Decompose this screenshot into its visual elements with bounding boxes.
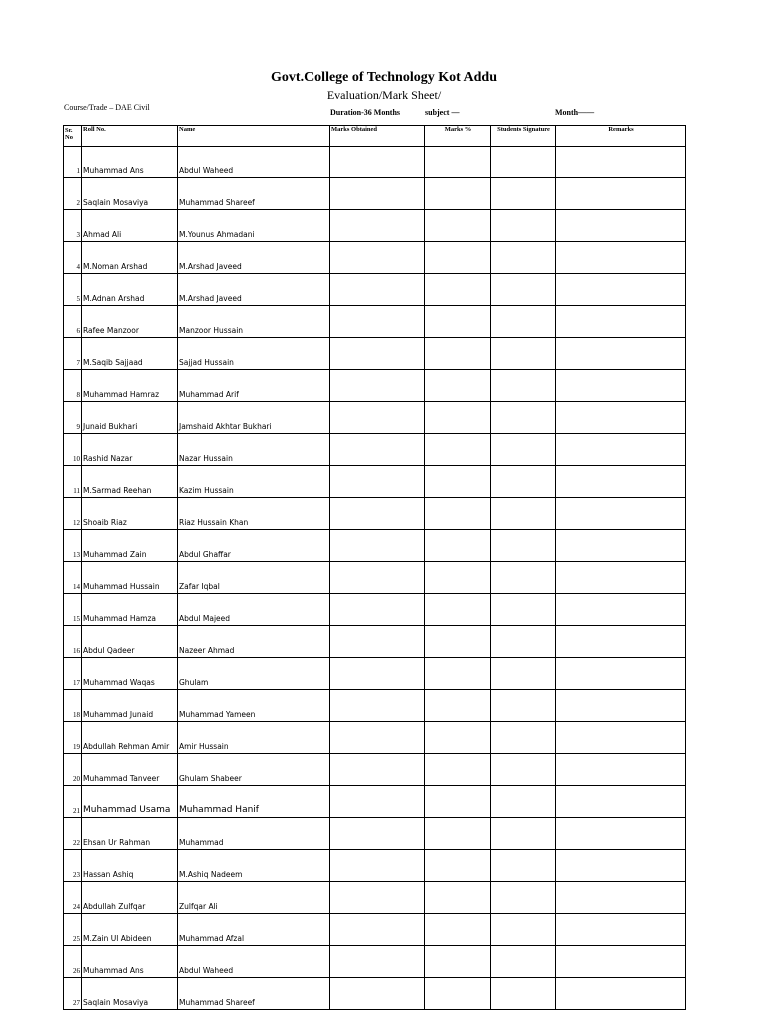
marks-percent-cell [425, 434, 491, 466]
signature-cell [491, 306, 556, 338]
col-remarks: Remarks [556, 126, 686, 147]
remarks-cell [556, 786, 686, 818]
signature-cell [491, 786, 556, 818]
student-name-cell: Rafee Manzoor [82, 306, 178, 338]
marks-obtained-cell [330, 306, 425, 338]
student-name-cell: Muhammad Ans [82, 147, 178, 178]
table-row [64, 498, 686, 530]
duration: Duration-36 Months [330, 108, 401, 117]
signature-cell [491, 850, 556, 882]
marks-percent-cell [425, 786, 491, 818]
sr-cell: 15 [64, 594, 82, 626]
sr-cell: 22 [64, 818, 82, 850]
signature-cell [491, 434, 556, 466]
signature-cell [491, 147, 556, 178]
marks-percent-cell [425, 242, 491, 274]
sr-cell: 23 [64, 850, 82, 882]
table-row [64, 562, 686, 594]
marks-percent-cell [425, 498, 491, 530]
father-name-cell: Nazeer Ahmad [178, 626, 330, 658]
marks-obtained-cell [330, 338, 425, 370]
sr-cell: 11 [64, 466, 82, 498]
marks-obtained-cell [330, 818, 425, 850]
table-row [64, 946, 686, 978]
father-name-cell: Muhammad Afzal [178, 914, 330, 946]
table-row [64, 242, 686, 274]
signature-cell [491, 178, 556, 210]
table-row [64, 690, 686, 722]
remarks-cell [556, 178, 686, 210]
marks-percent-cell [425, 594, 491, 626]
month: Month—— [555, 108, 595, 117]
sr-cell: 14 [64, 562, 82, 594]
sr-cell: 21 [64, 786, 82, 818]
table-row [64, 850, 686, 882]
remarks-cell [556, 722, 686, 754]
marks-obtained-cell [330, 147, 425, 178]
student-name-cell: Muhammad Zain [82, 530, 178, 562]
col-marks-percent: Marks % [425, 126, 491, 147]
remarks-cell [556, 882, 686, 914]
father-name-cell: Abdul Ghaffar [178, 530, 330, 562]
father-name-cell: Zafar Iqbal [178, 562, 330, 594]
remarks-cell [556, 850, 686, 882]
marks-obtained-cell [330, 978, 425, 1010]
table-row [64, 786, 686, 818]
marks-percent-cell [425, 210, 491, 242]
student-name-cell: M.Saqib Sajjaad [82, 338, 178, 370]
student-name-cell: Rashid Nazar [82, 434, 178, 466]
student-name-cell: Saqlain Mosaviya [82, 978, 178, 1010]
marks-percent-cell [425, 658, 491, 690]
signature-cell [491, 946, 556, 978]
sr-cell: 1 [64, 147, 82, 178]
marks-percent-cell [425, 402, 491, 434]
sr-cell: 4 [64, 242, 82, 274]
marks-obtained-cell [330, 370, 425, 402]
table-row [64, 178, 686, 210]
marks-obtained-cell [330, 178, 425, 210]
marks-obtained-cell [330, 498, 425, 530]
signature-cell [491, 562, 556, 594]
marks-obtained-cell [330, 722, 425, 754]
remarks-cell [556, 530, 686, 562]
marks-obtained-cell [330, 530, 425, 562]
remarks-cell [556, 466, 686, 498]
marks-obtained-cell [330, 562, 425, 594]
marks-obtained-cell [330, 690, 425, 722]
remarks-cell [556, 402, 686, 434]
father-name-cell: Kazim Hussain [178, 466, 330, 498]
student-name-cell: Muhammad Usama [82, 786, 178, 818]
table-row [64, 882, 686, 914]
signature-cell [491, 690, 556, 722]
table-row [64, 754, 686, 786]
sr-cell: 9 [64, 402, 82, 434]
student-name-cell: Abdul Qadeer [82, 626, 178, 658]
marks-obtained-cell [330, 850, 425, 882]
col-no-label: No [65, 134, 73, 141]
student-name-cell: Ehsan Ur Rahman [82, 818, 178, 850]
remarks-cell [556, 626, 686, 658]
sr-cell: 20 [64, 754, 82, 786]
signature-cell [491, 402, 556, 434]
table-row [64, 370, 686, 402]
col-name: Name [178, 126, 330, 147]
marks-percent-cell [425, 882, 491, 914]
table-row [64, 626, 686, 658]
father-name-cell: M.Arshad Javeed [178, 242, 330, 274]
remarks-cell [556, 562, 686, 594]
father-name-cell: Sajjad Hussain [178, 338, 330, 370]
marks-obtained-cell [330, 434, 425, 466]
table-row [64, 978, 686, 1010]
remarks-cell [556, 818, 686, 850]
marks-obtained-cell [330, 402, 425, 434]
student-name-cell: Muhammad Hamraz [82, 370, 178, 402]
marks-percent-cell [425, 530, 491, 562]
table-row [64, 402, 686, 434]
signature-cell [491, 658, 556, 690]
marks-obtained-cell [330, 594, 425, 626]
table-row [64, 914, 686, 946]
student-name-cell: Shoaib Riaz [82, 498, 178, 530]
sr-cell: 12 [64, 498, 82, 530]
col-marks-obtained: Marks Obtained [330, 126, 425, 147]
student-name-cell: Ahmad Ali [82, 210, 178, 242]
student-name-cell: M.Adnan Arshad [82, 274, 178, 306]
sr-cell: 18 [64, 690, 82, 722]
header-row [64, 126, 686, 147]
marks-percent-cell [425, 978, 491, 1010]
signature-cell [491, 338, 556, 370]
student-name-cell: M.Sarmad Reehan [82, 466, 178, 498]
student-name-cell: Muhammad Waqas [82, 658, 178, 690]
marks-percent-cell [425, 850, 491, 882]
student-name-cell: M.Zain Ul Abideen [82, 914, 178, 946]
father-name-cell: M.Arshad Javeed [178, 274, 330, 306]
signature-cell [491, 754, 556, 786]
sr-cell: 5 [64, 274, 82, 306]
table-row [64, 147, 686, 178]
marks-obtained-cell [330, 946, 425, 978]
sr-cell: 3 [64, 210, 82, 242]
table-row [64, 434, 686, 466]
student-name-cell: Muhammad Hamza [82, 594, 178, 626]
course-trade: Course/Trade – DAE Civil [64, 103, 150, 112]
signature-cell [491, 498, 556, 530]
marks-obtained-cell [330, 466, 425, 498]
father-name-cell: Muhammad [178, 818, 330, 850]
remarks-cell [556, 306, 686, 338]
marks-percent-cell [425, 338, 491, 370]
marks-obtained-cell [330, 626, 425, 658]
sr-cell: 27 [64, 978, 82, 1010]
marks-percent-cell [425, 306, 491, 338]
table-row [64, 658, 686, 690]
marks-obtained-cell [330, 754, 425, 786]
remarks-cell [556, 498, 686, 530]
remarks-cell [556, 242, 686, 274]
marks-percent-cell [425, 370, 491, 402]
signature-cell [491, 242, 556, 274]
father-name-cell: Muhammad Hanif [178, 786, 330, 818]
marks-obtained-cell [330, 274, 425, 306]
remarks-cell [556, 434, 686, 466]
marks-obtained-cell [330, 882, 425, 914]
student-name-cell: Saqlain Mosaviya [82, 178, 178, 210]
marks-percent-cell [425, 626, 491, 658]
student-name-cell: M.Noman Arshad [82, 242, 178, 274]
father-name-cell: Zulfqar Ali [178, 882, 330, 914]
col-sr-label: Sr. [65, 127, 73, 134]
marks-percent-cell [425, 466, 491, 498]
signature-cell [491, 466, 556, 498]
sr-cell: 7 [64, 338, 82, 370]
sr-cell: 13 [64, 530, 82, 562]
marks-percent-cell [425, 147, 491, 178]
student-name-cell: Hassan Ashiq [82, 850, 178, 882]
signature-cell [491, 594, 556, 626]
sr-cell: 16 [64, 626, 82, 658]
marks-obtained-cell [330, 786, 425, 818]
sr-cell: 25 [64, 914, 82, 946]
col-students-signature: Students Signature [491, 126, 556, 147]
father-name-cell: Abdul Waheed [178, 147, 330, 178]
table-row [64, 210, 686, 242]
student-name-cell: Muhammad Junaid [82, 690, 178, 722]
student-name-cell: Muhammad Ans [82, 946, 178, 978]
father-name-cell: Abdul Majeed [178, 594, 330, 626]
student-name-cell: Abdullah Zulfqar [82, 882, 178, 914]
marks-percent-cell [425, 914, 491, 946]
signature-cell [491, 818, 556, 850]
col-roll-no: Roll No. [82, 126, 178, 147]
student-name-cell: Muhammad Hussain [82, 562, 178, 594]
father-name-cell: Riaz Hussain Khan [178, 498, 330, 530]
table-row [64, 306, 686, 338]
remarks-cell [556, 978, 686, 1010]
table-row [64, 818, 686, 850]
table-row [64, 466, 686, 498]
father-name-cell: Ghulam [178, 658, 330, 690]
marks-obtained-cell [330, 914, 425, 946]
remarks-cell [556, 914, 686, 946]
signature-cell [491, 210, 556, 242]
remarks-cell [556, 690, 686, 722]
subject: subject — [425, 108, 460, 117]
father-name-cell: Muhammad Arif [178, 370, 330, 402]
signature-cell [491, 978, 556, 1010]
father-name-cell: Nazar Hussain [178, 434, 330, 466]
remarks-cell [556, 594, 686, 626]
sr-cell: 19 [64, 722, 82, 754]
remarks-cell [556, 147, 686, 178]
father-name-cell: Jamshaid Akhtar Bukhari [178, 402, 330, 434]
father-name-cell: Muhammad Shareef [178, 978, 330, 1010]
college-title: Govt.College of Technology Kot Addu [271, 70, 497, 85]
remarks-cell [556, 946, 686, 978]
signature-cell [491, 882, 556, 914]
table-row [64, 338, 686, 370]
remarks-cell [556, 338, 686, 370]
table-row [64, 274, 686, 306]
remarks-cell [556, 210, 686, 242]
father-name-cell: M.Younus Ahmadani [178, 210, 330, 242]
father-name-cell: Muhammad Shareef [178, 178, 330, 210]
father-name-cell: Ghulam Shabeer [178, 754, 330, 786]
signature-cell [491, 626, 556, 658]
marks-percent-cell [425, 690, 491, 722]
sr-cell: 2 [64, 178, 82, 210]
remarks-cell [556, 754, 686, 786]
marks-percent-cell [425, 818, 491, 850]
signature-cell [491, 370, 556, 402]
father-name-cell: Abdul Waheed [178, 946, 330, 978]
sheet-subtitle: Evaluation/Mark Sheet/ [326, 88, 442, 102]
signature-cell [491, 274, 556, 306]
marks-percent-cell [425, 754, 491, 786]
marks-obtained-cell [330, 658, 425, 690]
student-name-cell: Muhammad Tanveer [82, 754, 178, 786]
table-row [64, 594, 686, 626]
table-row [64, 530, 686, 562]
father-name-cell: Muhammad Yameen [178, 690, 330, 722]
table-body [64, 147, 686, 1010]
sr-cell: 26 [64, 946, 82, 978]
father-name-cell: Manzoor Hussain [178, 306, 330, 338]
remarks-cell [556, 370, 686, 402]
father-name-cell: Amir Hussain [178, 722, 330, 754]
sr-cell: 24 [64, 882, 82, 914]
sr-cell: 6 [64, 306, 82, 338]
marks-percent-cell [425, 178, 491, 210]
student-name-cell: Junaid Bukhari [82, 402, 178, 434]
remarks-cell [556, 658, 686, 690]
sr-cell: 10 [64, 434, 82, 466]
marks-percent-cell [425, 722, 491, 754]
sr-cell: 8 [64, 370, 82, 402]
marks-obtained-cell [330, 210, 425, 242]
remarks-cell [556, 274, 686, 306]
signature-cell [491, 530, 556, 562]
father-name-cell: M.Ashiq Nadeem [178, 850, 330, 882]
signature-cell [491, 914, 556, 946]
marks-percent-cell [425, 562, 491, 594]
marks-obtained-cell [330, 242, 425, 274]
sr-cell: 17 [64, 658, 82, 690]
signature-cell [491, 722, 556, 754]
marks-percent-cell [425, 946, 491, 978]
col-sr-no [64, 126, 82, 147]
table-row [64, 722, 686, 754]
marks-percent-cell [425, 274, 491, 306]
student-name-cell: Abdullah Rehman Amir [82, 722, 178, 754]
marks-table [63, 125, 686, 1010]
